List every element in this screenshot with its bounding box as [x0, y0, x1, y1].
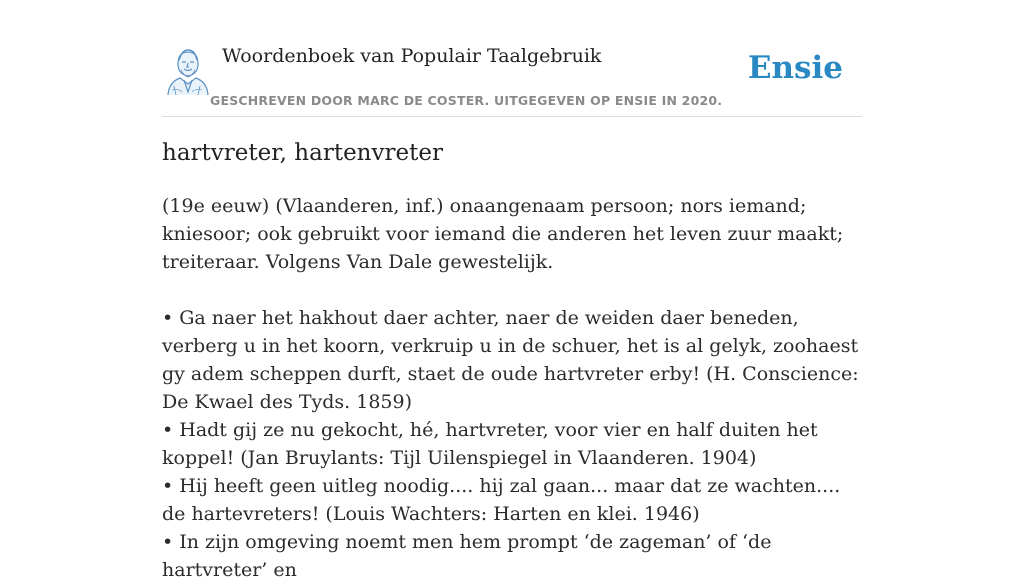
quote-item: • Hadt gij ze nu gekocht, hé, hartvreter, voor vier en half duiten het koppel! (Jan Bruylants: Tijl Uilenspiegel in Vlaanderen. 1904): [162, 419, 818, 469]
book-title[interactable]: Woordenboek van Populair Taalgebruik: [222, 45, 602, 67]
quote-item: • Hij heeft geen uitleg noodig.... hij zal gaan... maar dat ze wachten.... de hartevreters! (Louis Wachters: Harten en klei. 1946): [162, 475, 841, 525]
quote-item: • Ga naer het hakhout daer achter, naer de weiden daer beneden, verberg u in het koorn, verkruip u in de schuer, het is al gelyk, zoohaest gy adem scheppen durft, staet de oude hartvreter erby! (H. Conscience: De Kwael des Tyds. 1859): [162, 307, 859, 413]
quote-item: • In zijn omgeving noemt men hem prompt ‘de zageman’ of ‘de hartvreter’ en: [162, 531, 772, 581]
entry-definition: [162, 192, 867, 584]
page: [162, 0, 862, 581]
entry-title: hartvreter, hartenvreter: [162, 140, 443, 166]
header: [162, 0, 862, 117]
paragraph-spacer: [162, 276, 867, 304]
definition-text: (19e eeuw) (Vlaanderen, inf.) onaangenaam persoon; nors iemand; kniesoor; ook gebruikt voor iemand die anderen het leven zuur maakt; treiteraar. Volgens Van Dale gewestelijk.: [162, 195, 844, 273]
byline: GESCHREVEN DOOR MARC DE COSTER. UITGEGEVEN OP ENSIE IN 2020.: [210, 93, 723, 108]
brand-logo[interactable]: Ensie: [747, 50, 843, 86]
author-portrait-icon: [164, 46, 210, 96]
